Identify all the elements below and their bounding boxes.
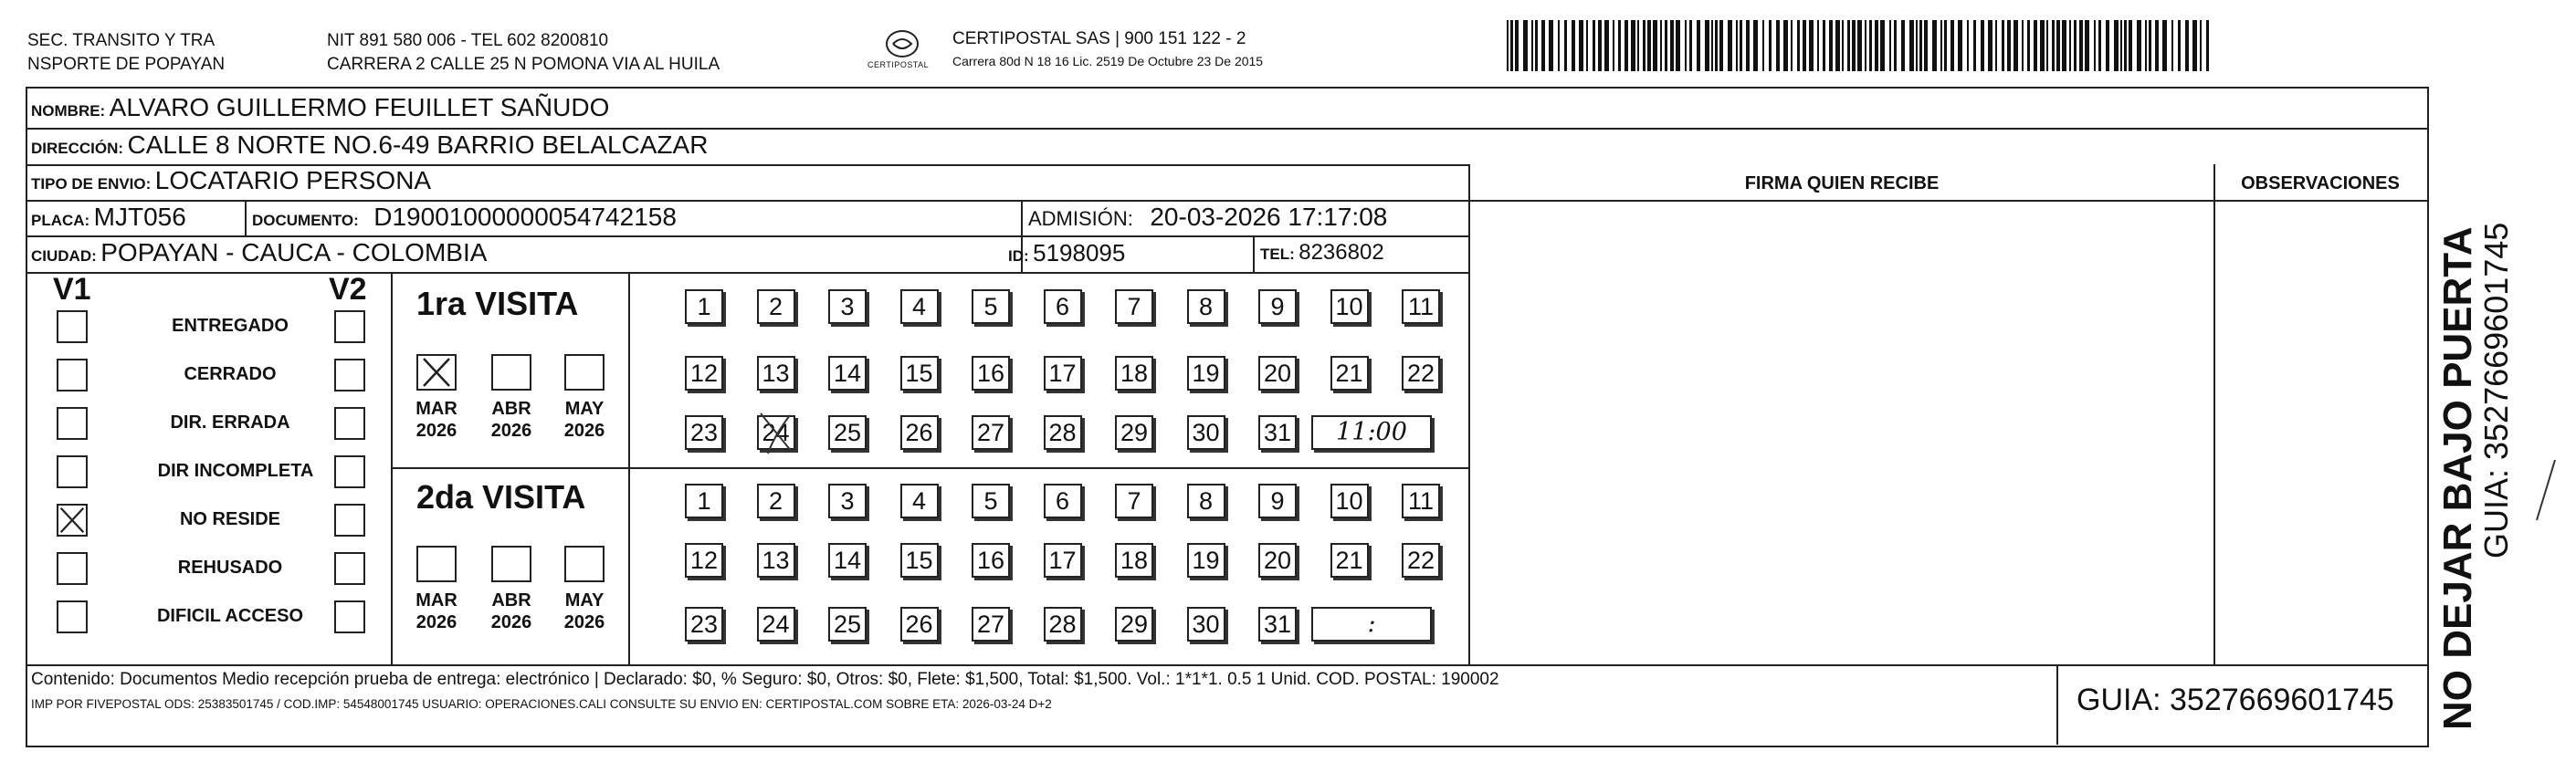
month-label: ABR xyxy=(491,590,531,611)
barcode-bar xyxy=(1940,20,1942,71)
nit-line2: CARRERA 2 CALLE 25 N POMONA VIA AL HUILA xyxy=(327,55,720,74)
day-box[interactable]: 21 xyxy=(1330,356,1369,391)
day-box[interactable]: 25 xyxy=(828,607,867,642)
day-box[interactable]: 3 xyxy=(828,289,867,324)
barcode-bar xyxy=(1572,20,1575,71)
day-box[interactable]: 18 xyxy=(1115,543,1153,578)
day-box[interactable]: 16 xyxy=(972,543,1010,578)
v1-checkbox[interactable] xyxy=(57,310,88,343)
barcode-bar xyxy=(2162,20,2167,71)
barcode-bar xyxy=(1995,20,1997,71)
barcode-bar xyxy=(1647,20,1651,71)
day-box[interactable]: 22 xyxy=(1402,543,1440,578)
day-box[interactable]: 25 xyxy=(828,415,867,450)
company-block xyxy=(952,27,1263,71)
barcode-bar xyxy=(1791,20,1793,71)
visit2-title: 2da VISITA xyxy=(416,478,586,516)
day-box[interactable]: 18 xyxy=(1115,356,1153,391)
barcode-bar xyxy=(1919,20,1922,71)
month-label: MAY xyxy=(564,399,605,419)
barcode-bar xyxy=(2046,20,2048,71)
day-box[interactable]: 12 xyxy=(685,543,723,578)
certipostal-logo xyxy=(866,27,939,73)
tel-label: TEL: xyxy=(1260,245,1295,263)
day-box[interactable]: 3 xyxy=(828,484,867,518)
barcode-bar xyxy=(2022,20,2024,71)
barcode-bar xyxy=(1753,20,1758,71)
tel-value: 8236802 xyxy=(1299,240,1384,265)
day-box[interactable]: 20 xyxy=(1258,543,1297,578)
day-box[interactable]: 27 xyxy=(972,607,1010,642)
barcode-bar xyxy=(2178,20,2181,71)
month-checkbox[interactable] xyxy=(491,354,531,391)
direccion-value: CALLE 8 NORTE NO.6-49 BARRIO BELALCAZAR xyxy=(127,130,709,159)
tipo-value: LOCATARIO PERSONA xyxy=(154,166,432,194)
barcode-bar xyxy=(1797,20,1800,71)
barcode-bar xyxy=(2120,20,2122,71)
year-label: 2026 xyxy=(415,421,457,441)
barcode-bar xyxy=(2056,20,2060,71)
barcode-bar xyxy=(1719,20,1723,71)
day-box[interactable]: 28 xyxy=(1044,415,1082,450)
barcode-bar xyxy=(1835,20,1840,71)
placa-row xyxy=(31,202,186,237)
barcode-bar xyxy=(2034,20,2037,71)
day-box[interactable]: 17 xyxy=(1044,543,1082,578)
day-box[interactable]: 13 xyxy=(757,543,795,578)
day-box[interactable]: 7 xyxy=(1115,484,1153,518)
day-box[interactable]: 26 xyxy=(900,415,939,450)
v2-checkbox[interactable] xyxy=(334,455,365,488)
v1-header: V1 xyxy=(53,272,91,307)
v2-checkbox[interactable] xyxy=(334,359,365,391)
barcode-bar xyxy=(1769,20,1772,71)
day-box[interactable]: 5 xyxy=(972,289,1010,324)
day-box[interactable]: 29 xyxy=(1115,607,1153,642)
year-label: 2026 xyxy=(563,612,605,632)
barcode-bar xyxy=(1736,20,1738,71)
day-box[interactable]: 31 xyxy=(1258,607,1297,642)
barcode-bar xyxy=(1809,20,1814,71)
v1-checkbox[interactable] xyxy=(57,359,88,391)
barcode-bar xyxy=(1618,20,1621,71)
day-box[interactable]: 21 xyxy=(1330,543,1369,578)
barcode-bar xyxy=(1579,20,1583,71)
time-box[interactable]: : xyxy=(1311,607,1432,642)
barcode-bar xyxy=(1541,20,1545,71)
day-box[interactable]: 20 xyxy=(1258,356,1297,391)
v2-checkbox[interactable] xyxy=(334,600,365,633)
id-row xyxy=(1008,237,1125,273)
v2-checkbox[interactable] xyxy=(334,310,365,343)
day-box[interactable]: 22 xyxy=(1402,356,1440,391)
pen-mark-icon xyxy=(2529,456,2566,529)
barcode-bar xyxy=(1746,20,1750,71)
barcode-bar xyxy=(1613,20,1614,71)
barcode-bar xyxy=(1875,20,1878,71)
barcode-bar xyxy=(2098,20,2101,71)
day-box[interactable]: 28 xyxy=(1044,607,1082,642)
day-box[interactable]: 6 xyxy=(1044,289,1082,324)
placa-label: PLACA: xyxy=(31,212,90,229)
day-box[interactable]: 29 xyxy=(1115,415,1153,450)
barcode-bar xyxy=(1676,20,1680,71)
barcode-bar xyxy=(1558,20,1560,71)
nombre-value: ALVARO GUILLERMO FEUILLET SAÑUDO xyxy=(109,93,610,121)
v2-checkbox[interactable] xyxy=(334,407,365,440)
v1-checkbox[interactable] xyxy=(57,407,88,440)
day-box[interactable]: 11 xyxy=(1402,289,1440,324)
day-box[interactable]: 19 xyxy=(1187,543,1225,578)
month-label: MAY xyxy=(564,590,605,611)
barcode-bar xyxy=(1670,20,1674,71)
day-box[interactable]: 26 xyxy=(900,607,939,642)
barcode-bar xyxy=(1697,20,1700,71)
month-checkbox[interactable] xyxy=(564,354,605,391)
id-value: 5198095 xyxy=(1033,239,1126,266)
day-box[interactable]: 13 xyxy=(757,356,795,391)
v1-checkbox[interactable] xyxy=(57,504,88,537)
barcode-bar xyxy=(2129,20,2132,71)
barcode-bar xyxy=(2106,20,2109,71)
barcode-bar xyxy=(1689,20,1692,71)
barcode-bar xyxy=(1631,20,1635,71)
nit-line1: NIT 891 580 006 - TEL 602 8200810 xyxy=(327,31,609,50)
id-label: ID: xyxy=(1008,247,1029,265)
tipo-row xyxy=(31,165,431,201)
side-warning: NO DEJAR BAJO PUERTA xyxy=(2435,226,2480,730)
barcode-bar xyxy=(1715,20,1718,71)
barcode-bar xyxy=(1958,20,1962,71)
day-box[interactable]: 1 xyxy=(685,484,723,518)
tel-row xyxy=(1260,237,1384,271)
day-box[interactable]: 24 xyxy=(757,607,795,642)
logo-text: CERTIPOSTAL xyxy=(867,60,930,69)
barcode-bar xyxy=(1507,20,1509,71)
admision-value: 20-03-2026 17:17:08 xyxy=(1150,203,1388,231)
documento-row xyxy=(252,202,677,237)
barcode-bar xyxy=(1889,20,1891,71)
contenido-text: Contenido: Documentos Medio recepción prueba de entrega: electrónico | Declarado: $0, % Seguro: $0, Otros: $0, Flete: $1,500, Total: $1,500. Vol.: 1*1*1. 0.5 1 Unid. COD. POSTAL: 190002 xyxy=(31,670,1499,689)
year-label: 2026 xyxy=(490,612,532,632)
day-box[interactable]: 30 xyxy=(1187,607,1225,642)
v2-checkbox[interactable] xyxy=(334,552,365,585)
barcode-bar xyxy=(2171,20,2173,71)
month-checkbox[interactable] xyxy=(564,546,605,582)
barcode-bar xyxy=(2124,20,2127,71)
sender-line1: SEC. TRANSITO Y TRA xyxy=(27,31,216,50)
barcode-bar xyxy=(1950,20,1954,71)
barcode-bar xyxy=(1593,20,1595,71)
barcode-bar xyxy=(1564,20,1567,71)
barcode-bar xyxy=(2149,20,2151,71)
barcode-bar xyxy=(1523,20,1528,71)
direccion-label: DIRECCIÓN: xyxy=(31,140,124,157)
barcode-bar xyxy=(1762,20,1764,71)
status-label: CERRADO xyxy=(184,364,277,384)
barcode-bar xyxy=(1916,20,1918,71)
v1-checkbox[interactable] xyxy=(57,455,88,488)
barcode-bar xyxy=(1973,20,1976,71)
barcode-bar xyxy=(2079,20,2083,71)
day-box[interactable]: 7 xyxy=(1115,289,1153,324)
barcode-bar xyxy=(1783,20,1788,71)
day-box[interactable]: 16 xyxy=(972,356,1010,391)
day-box[interactable]: 30 xyxy=(1187,415,1225,450)
barcode-bar xyxy=(1894,20,1897,71)
ciudad-value: POPAYAN - CAUCA - COLOMBIA xyxy=(100,238,488,266)
barcode-bar xyxy=(2192,20,2197,71)
barcode-bar xyxy=(2155,20,2159,71)
day-box[interactable]: 23 xyxy=(685,415,723,450)
barcode-bar xyxy=(1901,20,1905,71)
barcode-bar xyxy=(1705,20,1709,71)
day-box[interactable]: 8 xyxy=(1187,484,1225,518)
documento-label: DOCUMENTO: xyxy=(252,212,359,229)
barcode-bar xyxy=(1653,20,1657,71)
barcode-bar xyxy=(1847,20,1850,71)
time-box[interactable]: 11:00 xyxy=(1311,415,1432,450)
barcode-bar xyxy=(2007,20,2011,71)
year-label: 2026 xyxy=(563,421,605,441)
barcode-bar xyxy=(1857,20,1862,71)
barcode-bar xyxy=(1535,20,1538,71)
barcode-bar xyxy=(1932,20,1937,71)
day-box[interactable]: 27 xyxy=(972,415,1010,450)
company-line2: Carrera 80d N 18 16 Lic. 2519 De Octubre 23 De 2015 xyxy=(952,54,1264,68)
day-box[interactable]: 10 xyxy=(1330,484,1369,518)
barcode-bar xyxy=(2013,20,2018,71)
year-label: 2026 xyxy=(415,612,457,632)
barcode-bar xyxy=(1880,20,1885,71)
imp-text: IMP POR FIVEPOSTAL ODS: 25383501745 / COD.IMP: 54548001745 USUARIO: OPERACIONES.CALI CONSULTE SU ENVIO EN: CERTIPOSTAL.COM SOBRE ETA: 2026-03-24 D+2 xyxy=(31,697,1052,711)
day-box[interactable]: 6 xyxy=(1044,484,1082,518)
v1-checkbox[interactable] xyxy=(57,552,88,585)
day-box[interactable]: 8 xyxy=(1187,289,1225,324)
day-box[interactable]: 11 xyxy=(1402,484,1440,518)
barcode-icon xyxy=(1507,20,2219,71)
nombre-row xyxy=(31,92,609,128)
firma-label: FIRMA QUIEN RECIBE xyxy=(1744,173,1940,193)
barcode-bar xyxy=(1776,20,1780,71)
day-box[interactable]: 24 xyxy=(757,415,795,450)
barcode-bar xyxy=(2200,20,2202,71)
nit-block xyxy=(327,29,720,77)
month-checkbox[interactable] xyxy=(416,546,457,582)
status-label: DIR. ERRADA xyxy=(170,412,290,433)
admision-label: ADMISIÓN: xyxy=(1028,207,1133,230)
visit1-title: 1ra VISITA xyxy=(416,285,579,322)
barcode-bar xyxy=(2062,20,2066,71)
month-label: ABR xyxy=(491,399,531,419)
barcode-bar xyxy=(1924,20,1928,71)
day-box[interactable]: 9 xyxy=(1258,289,1297,324)
barcode-bar xyxy=(2085,20,2089,71)
sender-block xyxy=(27,29,225,77)
barcode-bar xyxy=(1637,20,1639,71)
month-checkbox[interactable] xyxy=(416,354,457,391)
day-box[interactable]: 14 xyxy=(828,543,867,578)
status-label: REHUSADO xyxy=(177,558,283,578)
barcode-bar xyxy=(2137,20,2141,71)
v2-checkbox[interactable] xyxy=(334,504,365,537)
barcode-bar xyxy=(1685,20,1687,71)
barcode-bar xyxy=(1586,20,1588,71)
year-label: 2026 xyxy=(490,421,532,441)
observaciones-label: OBSERVACIONES xyxy=(2241,173,2400,193)
status-label: DIR INCOMPLETA xyxy=(157,461,314,481)
day-box[interactable]: 15 xyxy=(900,356,939,391)
day-box[interactable]: 17 xyxy=(1044,356,1082,391)
barcode-bar xyxy=(1604,20,1609,71)
barcode-bar xyxy=(2002,20,2004,71)
month-label: MAR xyxy=(415,590,457,611)
barcode-bar xyxy=(1842,20,1844,71)
status-label: ENTREGADO xyxy=(172,316,289,336)
documento-value: D19001000000054742158 xyxy=(373,203,677,231)
barcode-bar xyxy=(2027,20,2030,71)
barcode-bar xyxy=(1515,20,1519,71)
day-box[interactable]: 15 xyxy=(900,543,939,578)
day-box[interactable]: 12 xyxy=(685,356,723,391)
day-box[interactable]: 19 xyxy=(1187,356,1225,391)
day-box[interactable]: 4 xyxy=(900,289,939,324)
barcode-bar xyxy=(1869,20,1872,71)
nombre-label: NOMBRE: xyxy=(31,102,106,120)
status-label: NO RESIDE xyxy=(179,509,281,529)
company-line1: CERTIPOSTAL SAS | 900 151 122 - 2 xyxy=(952,29,1246,48)
day-box[interactable]: 10 xyxy=(1330,289,1369,324)
barcode-bar xyxy=(1829,20,1833,71)
barcode-bar xyxy=(1981,20,1984,71)
barcode-bar xyxy=(1988,20,1992,71)
sender-line2: NSPORTE DE POPAYAN xyxy=(27,55,226,74)
v2-header: V2 xyxy=(329,272,367,307)
day-box[interactable]: 23 xyxy=(685,607,723,642)
barcode-bar xyxy=(1624,20,1628,71)
guia-footer: GUIA: 3527669601745 xyxy=(2077,683,2394,717)
barcode-bar xyxy=(1531,20,1533,71)
month-label: MAR xyxy=(415,399,457,419)
barcode-bar xyxy=(1665,20,1667,71)
barcode-bar xyxy=(1740,20,1742,71)
day-box[interactable]: 1 xyxy=(685,289,723,324)
day-box[interactable]: 5 xyxy=(972,484,1010,518)
day-box[interactable]: 4 xyxy=(900,484,939,518)
barcode-bar xyxy=(1643,20,1645,71)
barcode-bar xyxy=(1865,20,1866,71)
barcode-bar xyxy=(2040,20,2045,71)
barcode-bar xyxy=(1803,20,1806,71)
placa-value: MJT056 xyxy=(93,203,186,231)
ciudad-label: CIUDAD: xyxy=(31,247,97,265)
barcode-bar xyxy=(2074,20,2077,71)
barcode xyxy=(1507,20,2219,71)
barcode-bar xyxy=(1852,20,1856,71)
day-box[interactable]: 31 xyxy=(1258,415,1297,450)
barcode-bar xyxy=(1728,20,1732,71)
barcode-bar xyxy=(1817,20,1819,71)
barcode-bar xyxy=(1510,20,1513,71)
barcode-bar xyxy=(2145,20,2147,71)
barcode-bar xyxy=(1967,20,1969,71)
barcode-bar xyxy=(1660,20,1662,71)
barcode-bar xyxy=(1549,20,1553,71)
barcode-bar xyxy=(2206,20,2209,71)
day-box[interactable]: 9 xyxy=(1258,484,1297,518)
day-box[interactable]: 2 xyxy=(757,289,795,324)
barcode-bar xyxy=(2052,20,2055,71)
barcode-bar xyxy=(2185,20,2189,71)
ciudad-row xyxy=(31,237,487,273)
admision-row xyxy=(1028,202,1387,237)
barcode-bar xyxy=(2114,20,2119,71)
month-checkbox[interactable] xyxy=(491,546,531,582)
barcode-bar xyxy=(1598,20,1602,71)
barcode-bar xyxy=(1944,20,1947,71)
v1-checkbox[interactable] xyxy=(57,600,88,633)
side-guia: GUIA: 3527669601745 xyxy=(2477,222,2515,558)
barcode-bar xyxy=(2094,20,2096,71)
status-label: DIFICIL ACCESO xyxy=(156,606,304,626)
barcode-bar xyxy=(1823,20,1825,71)
direccion-row xyxy=(31,130,708,165)
barcode-bar xyxy=(1711,20,1713,71)
tipo-label: TIPO DE ENVIO: xyxy=(31,175,152,193)
barcode-bar xyxy=(2069,20,2071,71)
day-box[interactable]: 2 xyxy=(757,484,795,518)
day-box[interactable]: 14 xyxy=(828,356,867,391)
barcode-bar xyxy=(1909,20,1914,71)
